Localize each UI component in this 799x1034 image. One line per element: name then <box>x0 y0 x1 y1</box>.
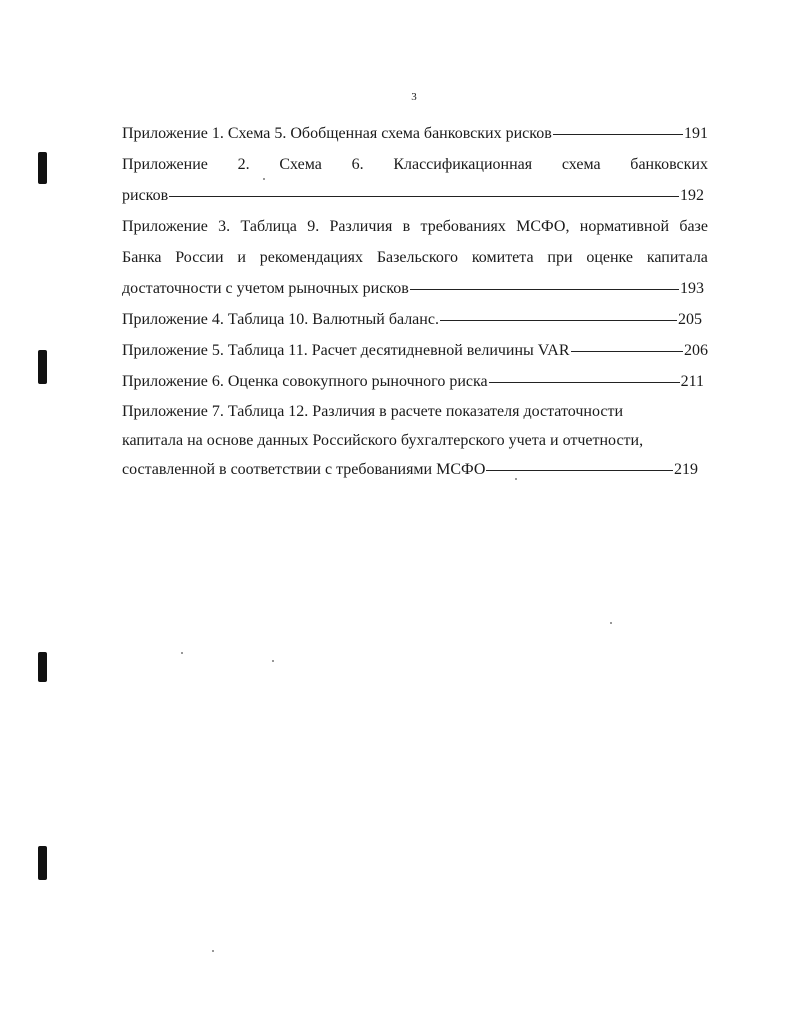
toc-entry-2-line-2 <box>122 180 704 211</box>
leader-line <box>410 289 679 290</box>
toc-word: России <box>175 249 224 266</box>
toc-word: 2. <box>237 156 250 173</box>
scan-speck <box>610 622 612 624</box>
toc-word: оценке <box>586 249 634 266</box>
leader-line <box>571 351 683 352</box>
toc-entry-6 <box>122 366 704 397</box>
toc-word: комитета <box>471 249 534 266</box>
toc-word: Банка <box>122 249 162 266</box>
scan-speck <box>515 478 517 480</box>
toc-entry-1-title: Приложение 1. Схема 5. Обобщенная схема банковских рисков <box>122 125 552 142</box>
toc-entry-4-title: Приложение 4. Таблица 10. Валютный баланс. <box>122 311 439 328</box>
toc-word: в <box>402 218 411 235</box>
toc-word: схема <box>561 156 601 173</box>
leader-line <box>486 470 673 471</box>
scan-speck <box>181 652 183 654</box>
toc-word: Приложение <box>122 156 208 173</box>
page-number: 3 <box>411 91 417 103</box>
leader-line <box>553 134 683 135</box>
toc-entry-1-page: 191 <box>684 125 708 142</box>
scan-speck <box>263 178 265 180</box>
binder-hole-mark <box>38 152 47 184</box>
toc-entry-7-title-end: составленной в соответствии с требованиями МСФО <box>122 461 486 478</box>
scan-speck <box>212 950 214 952</box>
toc-word: МСФО, <box>516 218 570 235</box>
toc-word: требованиях <box>420 218 506 235</box>
toc-entry-3-title-end: достаточности с учетом рыночных рисков <box>122 280 409 297</box>
toc-word: капитала <box>646 249 708 266</box>
toc-entry-7-line-1 <box>122 397 708 426</box>
toc-entry-5-title: Приложение 5. Таблица 11. Расчет десятидневной величины VAR <box>122 342 570 359</box>
scan-speck <box>272 660 274 662</box>
toc-word: 3. <box>218 218 231 235</box>
toc-word: Таблица <box>240 218 297 235</box>
leader-line <box>440 320 677 321</box>
toc-entry-7-title-start: Приложение 7. Таблица 12. Различия в расчете показателя достаточности <box>122 403 624 420</box>
toc-entry-4 <box>122 304 702 335</box>
toc-entry-3-line-2 <box>122 242 708 273</box>
toc-word: Различия <box>329 218 393 235</box>
toc-entry-7-title-middle: капитала на основе данных Российского бухгалтерского учета и отчетности, <box>122 432 644 449</box>
toc-entry-6-page: 211 <box>680 373 704 390</box>
toc-entry-7-page: 219 <box>674 461 698 478</box>
toc-word: Приложение <box>122 218 208 235</box>
toc-entry-3-line-3 <box>122 273 704 304</box>
toc-word: Схема <box>279 156 322 173</box>
binder-hole-mark <box>38 350 47 384</box>
toc-word: базе <box>679 218 708 235</box>
toc-entry-2-page: 192 <box>680 187 704 204</box>
toc-word: банковских <box>630 156 708 173</box>
toc-entry-2-title-end: рисков <box>122 187 169 204</box>
toc-entry-7-line-2 <box>122 426 708 455</box>
binder-hole-mark <box>38 652 47 682</box>
toc-word: при <box>547 249 573 266</box>
toc-entry-1 <box>122 118 708 149</box>
toc-word: 9. <box>307 218 320 235</box>
toc-word: Базельского <box>376 249 459 266</box>
toc-word: рекомендациях <box>259 249 363 266</box>
leader-line <box>489 382 680 383</box>
binder-hole-mark <box>38 846 47 880</box>
toc-entry-6-title: Приложение 6. Оценка совокупного рыночного риска <box>122 373 488 390</box>
leader-line <box>169 196 679 197</box>
toc-entry-3-line-1 <box>122 211 708 242</box>
toc-entry-5-page: 206 <box>684 342 708 359</box>
toc-word: Классификационная <box>393 156 533 173</box>
toc-entry-2-line-1 <box>122 149 708 180</box>
toc-word: и <box>237 249 246 266</box>
toc-entry-3-page: 193 <box>680 280 704 297</box>
toc-word: 6. <box>351 156 364 173</box>
toc-entry-4-page: 205 <box>678 311 702 328</box>
toc-entry-5 <box>122 335 708 366</box>
table-of-contents <box>122 118 708 484</box>
toc-word: нормативной <box>579 218 670 235</box>
toc-entry-7-line-3 <box>122 455 698 484</box>
